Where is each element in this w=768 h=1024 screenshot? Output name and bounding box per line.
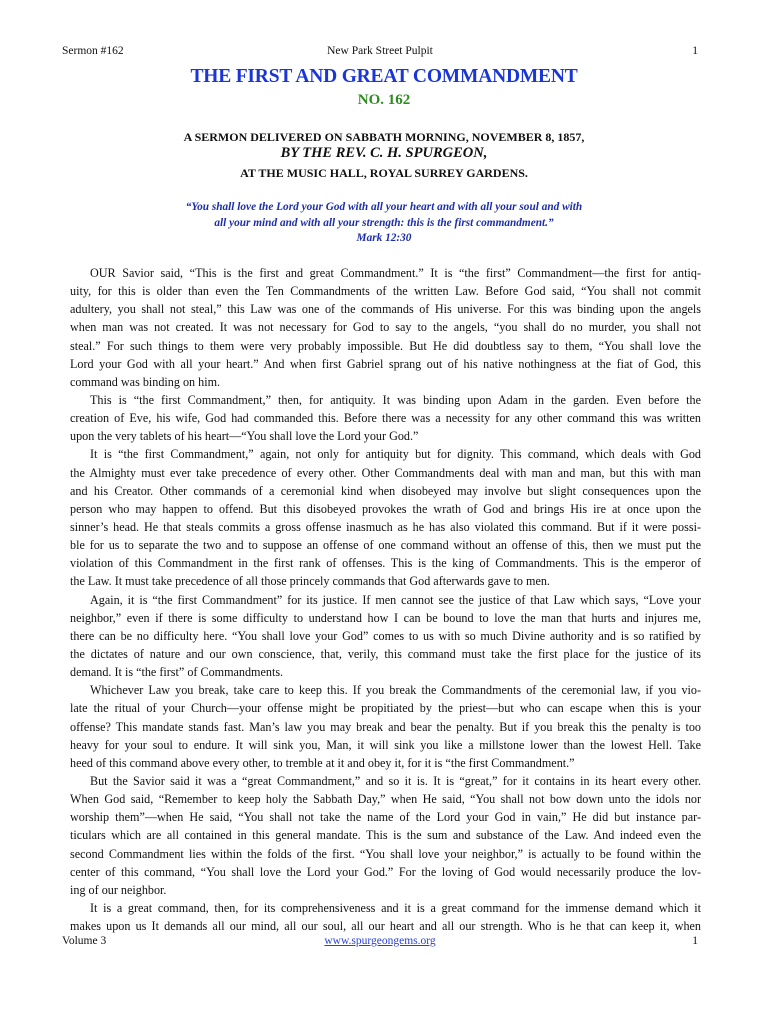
body-line: neighbor,” even if there is some difficulty to understand how I can be bound to love the man that hurts and injures me, — [70, 610, 701, 625]
body-line: This is “the first Commandment,” then, for antiquity. It was binding upon Adam in the garden. Even before the — [90, 392, 701, 407]
body-line: person who may happen to offend. But this disobeyed provokes the wrath of God and brings His ire at once upon the — [70, 501, 701, 516]
body-line: sinner’s head. He that steals commits a gross offense inasmuch as he has also violated this command. But if it were possi- — [70, 519, 701, 534]
delivery-info: A SERMON DELIVERED ON SABBATH MORNING, NOVEMBER 8, 1857, — [183, 130, 585, 144]
body-line: violation of this Commandment in the first rank of offenses. This is the king of Commandments. This is the emperor of — [70, 556, 701, 571]
sermon-number-label: Sermon #162 — [62, 45, 124, 57]
running-header — [62, 45, 698, 61]
website-link[interactable]: www.spurgeongems.org — [324, 935, 436, 947]
body-line: makes upon us It demands all our mind, all our soul, all our heart and all our strength. Who is he that can keep it, when — [70, 919, 701, 934]
body-line: creation of Eve, his wife, God had commanded this. Before there was a necessity for any other command this was written — [70, 411, 701, 426]
body-line: the Law. It must take precedence of all those princely commands that God afterwards gave to men. — [70, 574, 550, 589]
body-line: adultery, you shall not steal,” this Law was one of the commands of His universe. For this was binding upon the angels — [70, 302, 701, 317]
body-line: offense? This mandate stands fast. Man’s law you may break and bear the penalty. But if you break this the penalty is too — [70, 719, 701, 734]
body-line: there can be no difficulty here. “You shall love your God” comes to us with so much Divine authority and is so ratified by — [70, 628, 701, 643]
body-line: heavy for your soul to endure. It will sink you, Man, it will sink you like a millstone lower than the lowest Hell. Take — [70, 737, 701, 752]
scripture-quote — [0, 200, 768, 247]
body-line: late the ritual of your Church—your offense might be propitiated by the priest—but who can escape when this is your — [70, 701, 701, 716]
body-line: command was binding on him. — [70, 374, 221, 389]
footer-center — [62, 935, 698, 947]
body-line: when man was not created. It was not necessary for God to say to the angels, “you shall do no murder, you shall not — [70, 320, 701, 335]
body-line: Whichever Law you break, take care to keep this. If you break the Commandments of the ceremonial law, if you vio- — [90, 683, 701, 698]
body-line: second Commandment lies within the folds of the first. “You shall love your neighbor,” is actually to be found within the — [70, 846, 701, 861]
page-number-top: 1 — [692, 45, 698, 57]
body-line: and his Creator. Other commands of a ceremonial kind when disobeyed may involve but slight consequences upon the — [70, 483, 701, 498]
body-line: uity, for this is older than even the Ten Commandments of the written Law. Before God said, “You shall not commit — [70, 284, 701, 299]
scripture-line-1: “You shall love the Lord your God with all your heart and with all your soul and with — [185, 201, 583, 213]
scripture-line-2: all your mind and with all your strength: this is the first commandment.” — [214, 216, 554, 229]
body-line: Lord your God with all your heart.” And when first Gabriel sprang out of his native nothingness at the fiat of God, this — [70, 356, 701, 371]
body-line: upon the very tablets of his heart—“You shall love the Lord your God.” — [70, 429, 419, 444]
body-line: ble for us to separate the two and to suppose an offense of one command without an offense of this, then we must put the — [70, 538, 701, 553]
body-line: the dictates of nature and our own conscience, that, verily, this command must take the first place for the justice of its — [70, 646, 701, 661]
running-footer — [62, 935, 698, 951]
body-line: the Almighty must ever take precedence of every other. Other Commandments deal with man and man, but this with man — [70, 465, 701, 480]
body-line: heed of this command above every other, to tremble at it and obey it, for it is “the first Commandment.” — [70, 755, 575, 770]
author-line: BY THE REV. C. H. SPURGEON, — [280, 145, 488, 161]
body-line: steal.” For such things to them were very probably impossible. But He did doubtless say to them, “You shall love the — [70, 338, 701, 353]
body-line: ing of our neighbor. — [70, 882, 167, 897]
publication-name: New Park Street Pulpit — [327, 45, 433, 57]
body-line: It is “the first Commandment,” again, not only for antiquity but for dignity. This command, which deals with God — [90, 447, 701, 462]
sermon-body — [70, 264, 701, 935]
sermon-title: THE FIRST AND GREAT COMMANDMENT — [190, 66, 578, 87]
body-line: OUR Savior said, “This is the first and great Commandment.” It is “the first” Commandment—the first for antiq- — [90, 266, 701, 280]
body-line: When God said, “Remember to keep holy the Sabbath Day,” when He said, “You shall not bow down unto the idols nor — [70, 792, 701, 807]
venue-line: AT THE MUSIC HALL, ROYAL SURREY GARDENS. — [240, 166, 528, 180]
scripture-reference: Mark 12:30 — [356, 232, 412, 244]
body-line: ticulars which are all contained in this general mandate. This is the sum and substance of the Law. And indeed even the — [70, 828, 701, 843]
body-line: center of this command, “You shall love the Lord your God.” For the loving of God would necessarily produce the lov- — [70, 864, 701, 879]
body-line: Again, it is “the first Commandment” for its justice. If men cannot see the justice of that Law which says, “Love your — [90, 592, 701, 607]
body-line: But the Savior said it was a “great Commandment,” and so it is. It is “great,” for it contains in its heart every other. — [90, 773, 701, 788]
volume-label: Volume 3 — [62, 935, 107, 947]
body-line: It is a great command, then, for its comprehensiveness and it is a great command for the immense demand which it — [90, 900, 701, 915]
body-line: demand. It is “the first” of Commandments. — [70, 665, 284, 680]
body-line: worship them”—when He said, “You shall not take the name of the Lord your God in vain,” He did but instance par- — [70, 810, 701, 825]
sermon-number: NO. 162 — [357, 92, 411, 108]
page-number-bottom: 1 — [692, 935, 698, 947]
